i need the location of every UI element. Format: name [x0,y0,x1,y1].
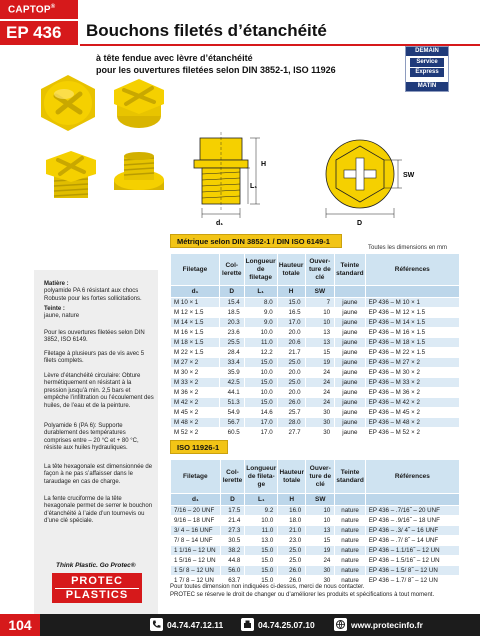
logo-line-2: PLASTICS [55,588,139,602]
footnote-line-1: Pour toutes dimension non indiquées ci-dessus, merci de nous contacter. [170,584,365,590]
table-row [171,556,460,566]
registered-mark: ® [50,4,56,10]
table-cell: M 14 × 1.5 [171,318,220,328]
table-cell: 30 [305,408,335,418]
table-cell: M 10 × 1 [171,298,220,308]
table-cell: EP 436 – M 12 × 1.5 [365,308,459,318]
table-cell: jaune [335,428,365,438]
table-cell: jaune [335,348,365,358]
table-row [171,378,460,388]
iso-col-header-collerette: Col-lerette [220,460,245,494]
table-cell: M 45 × 2 [171,408,220,418]
table-cell: 15.0 [245,566,278,576]
table-cell: 18.5 [219,308,244,318]
table-cell: 9.2 [245,506,278,516]
table-cell: 27.3 [220,526,245,536]
table-cell: 15.0 [244,378,277,388]
table-cell: M 18 × 1.5 [171,338,220,348]
col-header-references: Références [365,254,459,286]
sidebar-paragraph-5: La tête hexagonale est dimensionnée de façon à ne pas s’affaisser dans le taraudage en cas de charge. [44,464,153,485]
table-cell: 9.0 [244,318,277,328]
matiere-title: Matière : [44,281,69,287]
table-cell: 60.5 [219,428,244,438]
table-cell: 7/16 – 20 UNF [171,506,221,516]
table-cell: 11.0 [244,338,277,348]
subtitle-line-1: à tête fendue avec lèvre d’étanchéité [96,53,253,63]
table-cell: 38.2 [220,546,245,556]
table-cell: 15.4 [219,298,244,308]
table-cell: M 33 × 2 [171,378,220,388]
symbol-sw: SW [305,286,335,298]
iso-symbol-d1: d₁ [171,494,221,506]
table-cell: 13 [305,338,335,348]
table-row [171,298,460,308]
table-cell: nature [335,526,365,536]
table-cell: 28.0 [277,418,305,428]
symbol-l1: L₁ [244,286,277,298]
col-header-longueur: Longueur de filetage [244,254,277,286]
table-cell: 20.0 [277,388,305,398]
table-cell: jaune [335,298,365,308]
table-cell: jaune [335,308,365,318]
table-cell: 1 7/ 8 – 12 UN [171,576,221,586]
table-cell: 30 [305,418,335,428]
table-cell: nature [335,506,365,516]
matiere-text: polyamide PA 6 résistant aux chocs Robuste pour les fortes sollicitations. [44,288,142,302]
iso-header-row [171,460,460,494]
symbol-empty-1 [335,286,365,298]
table-row [171,418,460,428]
sidebar-paragraph-3: Lèvre d’étanchéité circulaire: Obture hermétiquement en résistant à la pression jusqu’à min. 2,5 bars et empêche l’infiltration ou l’écoulement des huiles, de l’eau et de la peinture. [44,373,154,409]
brand-text: CAPTOP [8,4,51,16]
table-cell: M 36 × 2 [171,388,220,398]
table-cell: 30 [306,566,335,576]
iso-symbol-d: D [220,494,245,506]
product-code: EP 436 [0,21,78,45]
table-cell: nature [335,556,365,566]
table-cell: 17.0 [277,318,305,328]
table-cell: 30 [305,428,335,438]
table-cell: M 42 × 2 [171,398,220,408]
table-cell: 21.7 [277,348,305,358]
table-cell: 42.5 [219,378,244,388]
table-cell: EP 436 – M 27 × 2 [365,358,459,368]
table-cell: jaune [335,368,365,378]
table-cell: 18.0 [278,516,306,526]
brand-slogan: Think Plastic. Go Protec® [56,562,136,569]
footer-website-link[interactable]: www.protecinfo.fr [351,620,423,630]
table-cell: 13 [306,526,335,536]
table-cell: 15.0 [244,358,277,368]
table-row [171,328,460,338]
table-cell: jaune [335,408,365,418]
plug-side-photo-1 [108,76,170,134]
table-cell: EP 436 – .9/16˝ – 18 UNF [365,516,459,526]
sidebar-teinte [44,306,154,321]
table-cell: EP 436 – 1.1/16˝ – 12 UN [365,546,459,556]
table-cell: nature [335,566,365,576]
dim-label-d1: d₁ [216,220,224,227]
table-cell: 10 [306,506,335,516]
table-cell: EP 436 – .7/ 8˝ – 14 UNF [365,536,459,546]
table-cell: nature [335,536,365,546]
express-service-badge [405,46,449,92]
page-number: 104 [0,614,40,636]
table-cell: 13 [305,328,335,338]
table-cell: 10.0 [244,328,277,338]
table-cell: EP 436 – 1.7/ 8˝ – 12 UN [365,576,459,586]
teinte-text: jaune, nature [44,313,80,320]
table-cell: 21.0 [278,526,306,536]
table-cell: M 12 × 1.5 [171,308,220,318]
col-header-hauteur: Hauteur totale [277,254,305,286]
globe-icon [334,618,347,631]
iso-symbol-l1: L₁ [245,494,278,506]
badge-matin: MATIN [406,82,448,91]
table-cell: M 22 × 1.5 [171,348,220,358]
table-cell: 3/ 4 – 16 UNF [171,526,221,536]
table-cell: 15.0 [245,576,278,586]
table-cell: nature [335,516,365,526]
table-cell: 17.5 [220,506,245,516]
table-cell: EP 436 – M 10 × 1 [365,298,459,308]
table-cell: 24 [306,556,335,566]
symbol-empty-2 [365,286,459,298]
dim-label-l1: L₁ [250,183,258,190]
iso-col-header-filetage: Filetage [171,460,221,494]
iso-symbol-h: H [278,494,306,506]
table-cell: 15.0 [245,546,278,556]
table-cell: 24 [305,368,335,378]
table-cell: 25.7 [277,408,305,418]
table-cell: 17.0 [244,428,277,438]
table-cell: 11.0 [245,526,278,536]
table-row [171,566,460,576]
badge-demain: DEMAIN [406,47,448,56]
table-cell: jaune [335,328,365,338]
table-cell: 23.0 [278,536,306,546]
dim-label-h: H [261,161,267,168]
table-cell: EP 436 – .7/16˝ – 20 UNF [365,506,459,516]
table-cell: 16.5 [277,308,305,318]
subtitle-line-2: pour les ouvertures filetées selon DIN 3852-1, ISO 11926 [96,65,336,75]
table-cell: EP 436 – M 33 × 2 [365,378,459,388]
symbol-d: D [219,286,244,298]
table-cell: jaune [335,378,365,388]
table-cell: 10.0 [244,368,277,378]
sidebar-paragraph-4: Polyamide 6 (PA 6): Supporte durablement des températures comprises entre – 20 °C et + 80 °C, résiste aux huiles hydrauliques. [44,423,139,452]
table-cell: 35.9 [219,368,244,378]
table-row [171,358,460,368]
table-cell: 25.0 [277,358,305,368]
table-cell: 25.0 [277,378,305,388]
table-cell: EP 436 – M 22 × 1.5 [365,348,459,358]
table-row [171,516,460,526]
table-row [171,368,460,378]
table-cell: 19 [306,546,335,556]
table-cell: M 52 × 2 [171,428,220,438]
dimensions-note: Toutes les dimensions en mm [368,245,448,251]
table-cell: 25.5 [219,338,244,348]
footnote [170,584,434,599]
table-cell: 13.0 [245,536,278,546]
table-cell: EP 436 – 1.5/ 8˝ – 12 UN [365,566,459,576]
table-cell: 23.6 [219,328,244,338]
iso-table [170,459,460,586]
table-cell: 56.0 [220,566,245,576]
table-cell: 9/16 – 18 UNF [171,516,221,526]
table-cell: EP 436 – M 42 × 2 [365,398,459,408]
table-cell: 28.4 [219,348,244,358]
logo-line-1: PROTEC [71,575,123,587]
table-cell: jaune [335,388,365,398]
table-cell: EP 436 – M 30 × 2 [365,368,459,378]
section-metric-title: Métrique selon DIN 3852-1 / DIN ISO 6149-1 [170,234,342,248]
table-cell: 7/ 8 – 14 UNF [171,536,221,546]
metric-table [170,253,460,438]
table-cell: 54.9 [219,408,244,418]
iso-col-header-ouverture: Ouver-ture de clé [306,460,335,494]
table-cell: 16.0 [278,506,306,516]
table-row [171,398,460,408]
table-cell: 10 [306,516,335,526]
brand-label [0,0,78,19]
table-cell: 30.5 [220,536,245,546]
table-cell: 20.0 [277,368,305,378]
page-subtitle [96,52,336,76]
table-cell: 17.0 [244,418,277,428]
metric-header-row [171,254,460,286]
col-header-teinte: Teinte standard [335,254,365,286]
iso-symbol-empty-2 [365,494,459,506]
table-cell: 26.0 [278,576,306,586]
table-cell: M 16 × 1.5 [171,328,220,338]
table-cell: 26.0 [277,398,305,408]
metric-symbol-row [171,286,460,298]
table-cell: 63.7 [220,576,245,586]
table-cell: 8.0 [244,298,277,308]
table-row [171,388,460,398]
table-cell: 15.0 [244,398,277,408]
table-cell: M 27 × 2 [171,358,220,368]
iso-symbol-sw: SW [306,494,335,506]
table-cell: EP 436 – M 52 × 2 [365,428,459,438]
footer-phone[interactable]: 04.74.47.12.11 [167,620,224,630]
table-cell: 33.4 [219,358,244,368]
sidebar-matiere [44,281,154,303]
table-cell: 24 [305,378,335,388]
protec-logo [52,573,142,603]
table-cell: 44.8 [220,556,245,566]
col-header-collerette: Col-lerette [219,254,244,286]
page-title: Bouchons filetés d’étanchéité [86,21,327,40]
footer-fax[interactable]: 04.74.25.07.10 [258,620,315,630]
table-cell: 14.6 [244,408,277,418]
iso-col-header-longueur: Longueur de fileta-ge [245,460,278,494]
table-row [171,338,460,348]
iso-symbol-empty-1 [335,494,365,506]
dim-label-d: D [357,220,363,227]
table-cell: jaune [335,318,365,328]
table-cell: 44.1 [219,388,244,398]
phone-icon [150,618,163,631]
footnote-line-2: PROTEC se réserve le droit de changer ou d’améliorer les produits et spécifications à tout moment. [170,591,435,598]
table-cell: 9.0 [244,308,277,318]
table-cell: jaune [335,398,365,408]
table-cell: 10 [305,318,335,328]
table-cell: EP 436 – M 36 × 2 [365,388,459,398]
dim-label-sw: SW [403,172,415,179]
table-cell: 10.0 [244,388,277,398]
iso-col-header-teinte: Teinte standard [335,460,365,494]
table-cell: nature [335,546,365,556]
table-cell: 51.3 [219,398,244,408]
badge-express: Express [410,68,444,77]
table-cell: jaune [335,418,365,428]
table-cell: jaune [335,358,365,368]
col-header-ouverture: Ouver-ture de clé [305,254,335,286]
table-cell: 10.0 [245,516,278,526]
table-cell: 1 5/16 – 12 UN [171,556,221,566]
teinte-title: Teinte : [44,306,65,312]
symbol-d1: d₁ [171,286,220,298]
table-cell: 25.0 [278,546,306,556]
table-cell: 1 1/16 – 12 UN [171,546,221,556]
table-cell: EP 436 – M 16 × 1.5 [365,328,459,338]
table-cell: 20.3 [219,318,244,328]
table-cell: 26.0 [278,566,306,576]
table-cell: 24 [305,388,335,398]
table-cell: 19 [305,358,335,368]
table-cell: 25.0 [278,556,306,566]
table-cell: 24 [305,398,335,408]
iso-symbol-row [171,494,460,506]
table-row [171,506,460,516]
table-cell: 15 [306,536,335,546]
col-header-filetage: Filetage [171,254,220,286]
table-row [171,546,460,556]
table-cell: EP 436 – M 45 × 2 [365,408,459,418]
technical-drawing [188,130,428,230]
sidebar-paragraph-1: Pour les ouvertures filetées selon DIN 3852, ISO 6149. [44,330,145,344]
symbol-h: H [277,286,305,298]
table-cell: 12.2 [244,348,277,358]
plug-side-photo-2 [40,148,102,206]
table-cell: 27.7 [277,428,305,438]
table-cell: 21.4 [220,516,245,526]
table-cell: 10 [305,308,335,318]
plug-bottom-photo [108,148,170,208]
table-row [171,526,460,536]
iso-col-header-hauteur: Hauteur totale [278,460,306,494]
table-cell: 20.6 [277,338,305,348]
table-cell: EP 436 – M 14 × 1.5 [365,318,459,328]
table-cell: 30 [306,576,335,586]
table-cell: 1 5/ 8 – 12 UN [171,566,221,576]
table-cell: 20.0 [277,328,305,338]
table-row [171,318,460,328]
iso-col-header-references: Références [365,460,459,494]
table-cell: 15.0 [277,298,305,308]
sidebar-paragraph-2: Filetage à plusieurs pas de vis avec 5 filets complets. [44,351,145,365]
table-row [171,308,460,318]
table-row [171,408,460,418]
table-cell: EP 436 – 1.5/16˝ – 12 UN [365,556,459,566]
plug-top-photo [34,72,102,134]
table-cell: EP 436 – M 18 × 1.5 [365,338,459,348]
table-cell: 7 [305,298,335,308]
table-row [171,348,460,358]
table-cell: 15.0 [245,556,278,566]
section-iso-title: ISO 11926-1 [170,440,228,454]
table-cell: EP 436 – .3/ 4˝ – 16 UNF [365,526,459,536]
table-cell: M 30 × 2 [171,368,220,378]
table-cell: jaune [335,338,365,348]
table-cell: 56.7 [219,418,244,428]
badge-service: Service [410,58,444,67]
table-cell: 15 [305,348,335,358]
table-cell: nature [335,576,365,586]
sidebar-paragraph-6: La fente cruciforme de la tête hexagonale permet de serrer le bouchon d’étanchéité à l’aide d’un tournevis ou d’une clé spéciale. [44,496,153,525]
table-cell: EP 436 – M 48 × 2 [365,418,459,428]
table-cell: M 48 × 2 [171,418,220,428]
table-row [171,428,460,438]
table-row [171,536,460,546]
fax-icon [241,618,254,631]
